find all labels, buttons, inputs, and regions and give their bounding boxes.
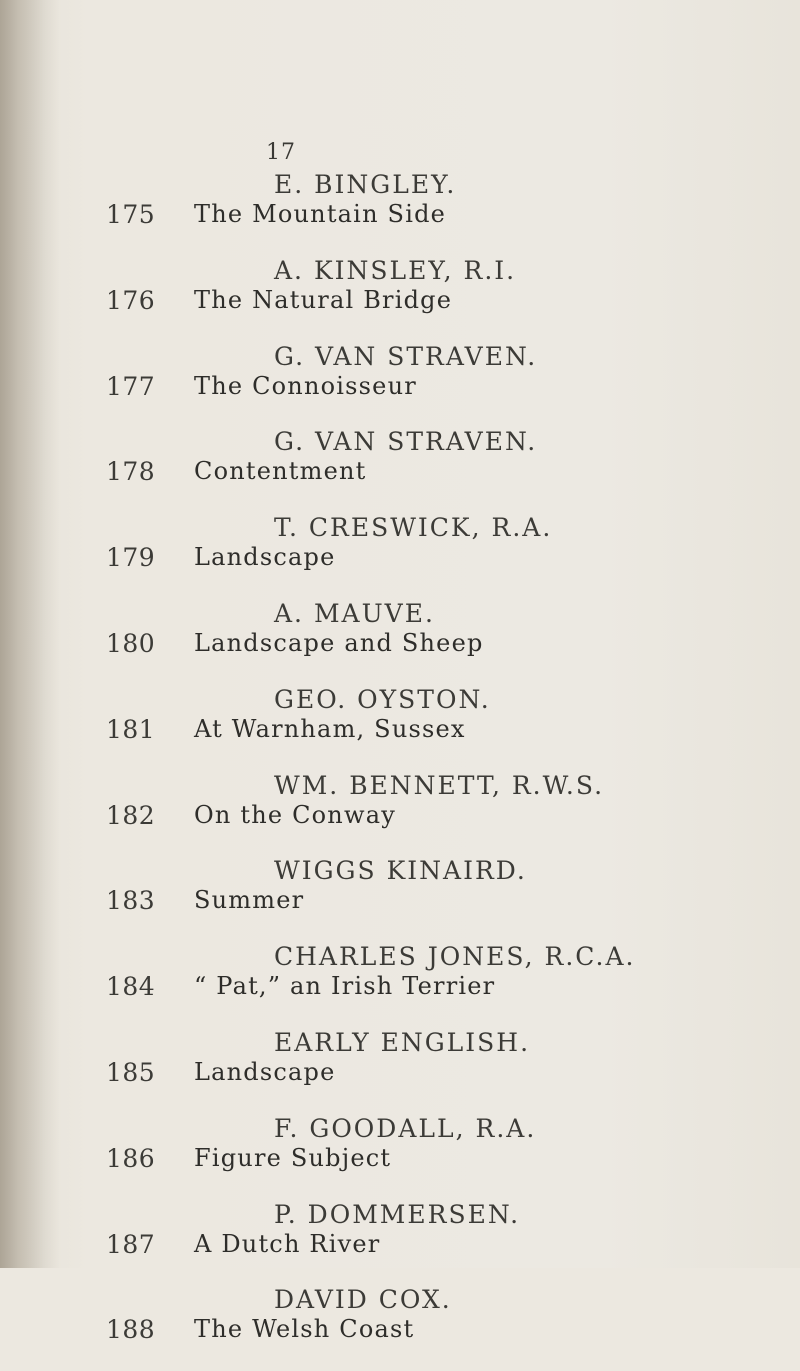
lot-number: 181: [106, 714, 156, 744]
catalogue-entry: [0, 427, 800, 513]
catalogue-entry: [0, 1028, 800, 1114]
artwork-title: Contentment: [194, 457, 367, 486]
artwork-title: Landscape: [194, 1057, 336, 1086]
lot-number: 180: [106, 628, 156, 658]
lot-number: 176: [106, 285, 156, 315]
artwork-title: On the Conway: [194, 800, 396, 829]
artist-name: A. MAUVE.: [274, 598, 435, 628]
artwork-title: Landscape: [194, 543, 336, 572]
lot-number: 186: [106, 1143, 156, 1173]
artwork-title: The Natural Bridge: [194, 285, 453, 314]
lot-number: 183: [106, 886, 156, 916]
catalogue-entry: [0, 1200, 800, 1286]
artwork-title: The Welsh Coast: [194, 1315, 415, 1344]
catalogue-entry: [0, 1285, 800, 1371]
artist-name: P. DOMMERSEN.: [274, 1199, 521, 1229]
artist-name: WM. BENNETT, R.W.S.: [274, 770, 605, 800]
catalogue-entries: [0, 170, 800, 1371]
catalogue-entry: [0, 342, 800, 428]
lot-number: 178: [106, 457, 156, 487]
catalogue-entry: [0, 856, 800, 942]
artwork-title: The Mountain Side: [194, 200, 447, 228]
lot-number: 182: [106, 800, 156, 830]
artwork-title: Summer: [194, 886, 305, 915]
catalogue-entry: [0, 599, 800, 685]
catalogue-entry: [0, 685, 800, 771]
artist-name: G. VAN STRAVEN.: [274, 341, 538, 371]
lot-number: 177: [106, 371, 156, 401]
catalogue-entry: [0, 771, 800, 857]
artist-name: F. GOODALL, R.A.: [274, 1113, 537, 1143]
catalogue-entry: [0, 256, 800, 342]
lot-number: 188: [106, 1315, 156, 1345]
artist-name: DAVID COX.: [274, 1285, 452, 1315]
lot-number: 187: [106, 1229, 156, 1259]
artist-name: E. BINGLEY.: [274, 170, 457, 199]
artist-name: EARLY ENGLISH.: [274, 1027, 531, 1057]
artist-name: WIGGS KINAIRD.: [274, 856, 527, 886]
artwork-title: At Warnham, Sussex: [194, 714, 466, 743]
catalogue-entry: [0, 513, 800, 599]
artist-name: GEO. OYSTON.: [274, 684, 491, 714]
catalogue-entry: [0, 942, 800, 1028]
catalogue-entry: [0, 170, 800, 256]
artist-name: T. CRESWICK, R.A.: [274, 513, 553, 543]
artist-name: A. KINSLEY, R.I.: [274, 255, 517, 285]
lot-number: 184: [106, 972, 156, 1002]
artwork-title: “ Pat,” an Irish Terrier: [194, 972, 496, 1001]
artwork-title: The Connoisseur: [194, 371, 417, 400]
artist-name: CHARLES JONES, R.C.A.: [274, 942, 636, 972]
artwork-title: A Dutch River: [194, 1229, 381, 1258]
artwork-title: Figure Subject: [194, 1143, 392, 1172]
catalogue-entry: [0, 1114, 800, 1200]
artist-name: G. VAN STRAVEN.: [274, 427, 538, 457]
lot-number: 179: [106, 543, 156, 573]
artwork-title: Landscape and Sheep: [194, 628, 484, 657]
lot-number: 175: [106, 200, 156, 229]
lot-number: 185: [106, 1057, 156, 1087]
page-number: 17: [266, 140, 296, 165]
